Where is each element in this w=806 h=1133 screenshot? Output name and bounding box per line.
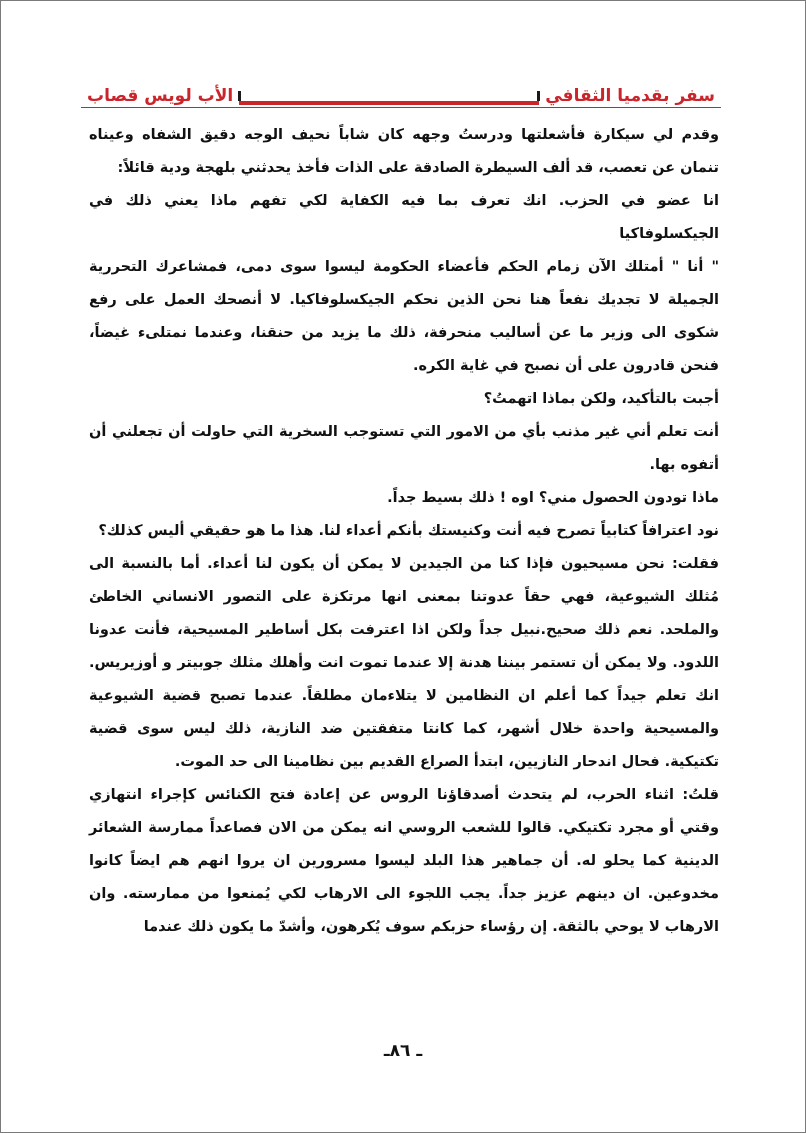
paragraph: " أنا " أمتلك الآن زمام الحكم فأعضاء الحكومة ليسوا سوى دمى، فمشاعرك التحررية الجميلة لا تجديك نفعاً هنا نحن الذين نحكم الجيكسلوفاكيا. لا أنصحك العمل على رفع شكوى الى وزير ما عن أساليب منحرفة، ذلك ما يزيد من حنقنا، وعندما نمتلىء غيضاً، فنحن قادرون على أن نصبح في غاية الكره. xyxy=(89,259,719,374)
paragraph: أنت تعلم أني غير مذنب بأي من الامور التي تستوجب السخرية التي حاولت أن تجعلني أن أتفوه بها. xyxy=(89,424,719,473)
paragraph: فقلت: نحن مسيحيون فإذا كنا من الجيدين لا يمكن أن يكون لنا أعداء. أما بالنسبة الى مُثلك الشيوعية، فهي حقاً عدوتنا بمعنى انها مرتكزة على التصور الانساني الخاطئ والملحد. نعم ذلك صحيح.نبيل جداً ولكن اذا اعترفت بكل أساطير المسيحية، فأنت عدونا اللدود. ولا يمكن أن تستمر بيننا هدنة إلا عندما تموت انت وأهلك مثلك جوبيتر و أوزيريس. انك تعلم جيداً كما أعلم ان النظامين لا يتلاءمان مطلقاً. عندما تصبح قضية الشيوعية والمسيحية واحدة خلال أشهر، كما كانتا متفقتين ضد النازية، ذلك ليس سوى قضية تكتيكية. فحال اندحار النازيين، ابتدأ الصراع القديم بين نظامينا الى حد الموت. xyxy=(89,556,719,770)
paragraph: أجبت بالتأكيد، ولكن بماذا اتهمتُ؟ xyxy=(483,391,719,407)
header-title: سفر بقدميا الثقافي xyxy=(539,85,721,107)
body-text xyxy=(89,119,719,944)
running-header xyxy=(81,83,721,113)
paragraph: ماذا تودون الحصول مني؟ اوه ! ذلك بسيط جداً. xyxy=(387,490,719,506)
header-author: الأب لويس قصاب xyxy=(81,85,239,107)
paragraph: انا عضو في الحزب. انك تعرف بما فيه الكفاية لكي تفهم ماذا يعني ذلك في الجيكسلوفاكيا xyxy=(89,193,719,242)
paragraph: نود اعترافاً كتابياً تصرح فيه أنت وكنيستك بأنكم أعداء لنا. هذا ما هو حقيقي أليس كذلك؟ xyxy=(98,523,719,539)
page-number: ـ ٨٦ـ xyxy=(383,1041,423,1061)
paragraph: وقدم لي سيكارة فأشعلتها ودرستُ وجهه كان شاباً نحيف الوجه دقيق الشفاه وعيناه تنمان عن تعصب، قد ألف السيطرة الصادقة على الذات فأخذ يحدثني بلهجة ودية قائلاً: xyxy=(89,127,719,176)
header-rule-thin xyxy=(81,107,721,108)
paragraph: قلتُ: اثناء الحرب، لم يتحدث أصدقاؤنا الروس عن إعادة فتح الكنائس كإجراء انتهازي وقتي أو مجرد تكتيكي. قالوا للشعب الروسي انه يمكن من الان فصاعداً ممارسة الشعائر الدينية كما يحلو له. أن جماهير هذا البلد ليسوا مسرورين ان يروا انهم هم ايضاً كانوا مخدوعين. ان دينهم عزيز جداً. يجب اللجوء الى الارهاب لكي يُمنعوا من ممارسته. وان الارهاب لا يوحي بالثقة. إن رؤساء حزبكم سوف يُكرهون، وأشدّ ما يكون ذلك عندما xyxy=(89,787,719,935)
